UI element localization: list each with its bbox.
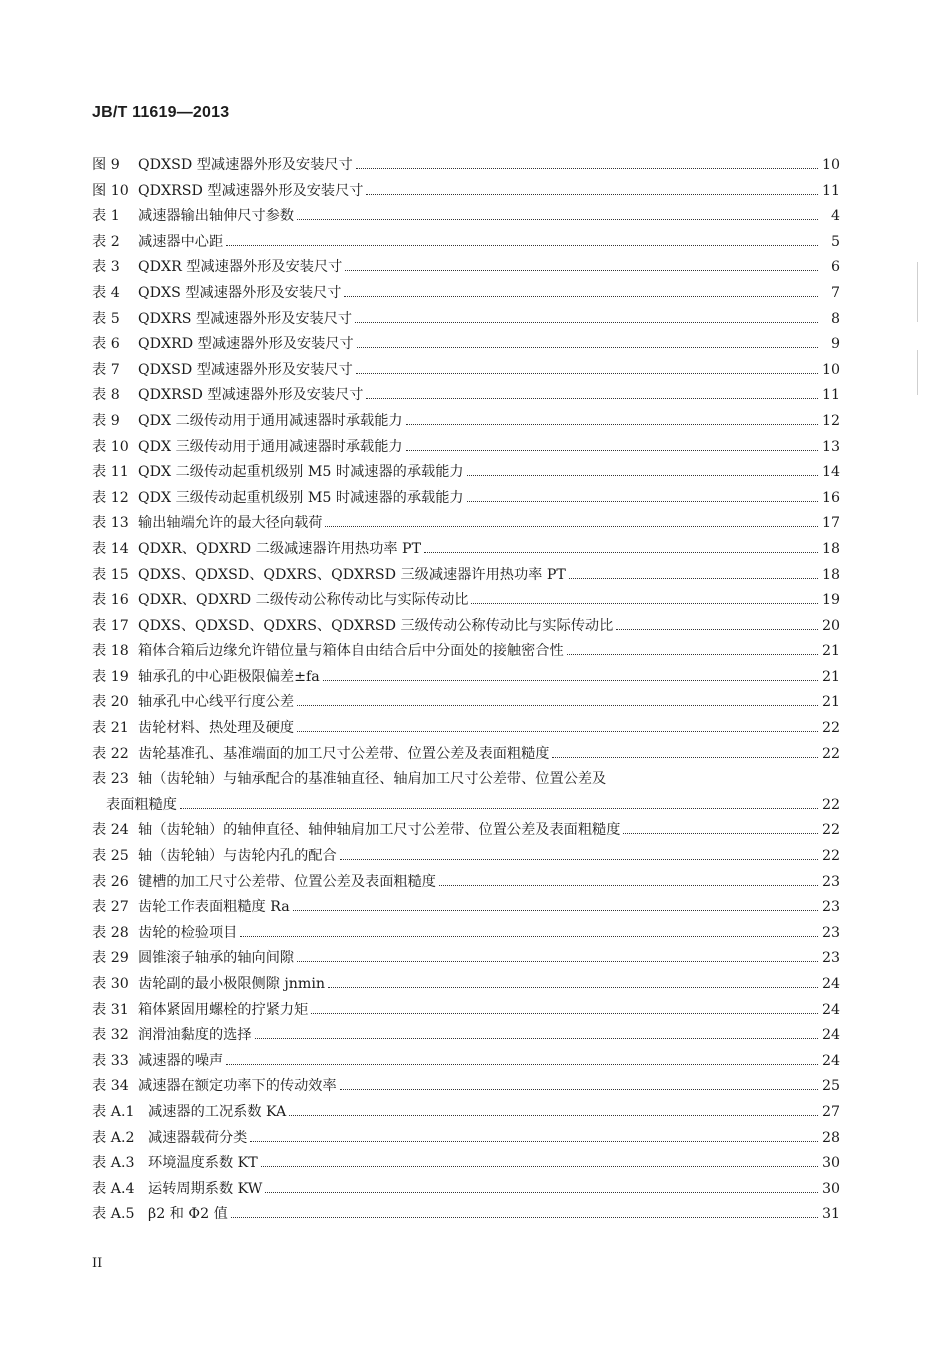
- toc-entry-label: 表 33: [92, 1052, 129, 1069]
- toc-entry[interactable]: [92, 538, 840, 564]
- dot-leader: [439, 885, 818, 886]
- dot-leader: [328, 987, 818, 988]
- toc-entry-page: 13: [821, 438, 840, 455]
- toc-entry[interactable]: [92, 896, 840, 922]
- toc-entry-page: 9: [830, 336, 840, 353]
- dot-leader: [406, 450, 818, 451]
- toc-entry-page: 18: [821, 540, 840, 557]
- dot-leader: [180, 808, 818, 809]
- toc-entry-label: 表 16: [92, 592, 129, 609]
- toc-entry-label: 表 2: [92, 233, 120, 250]
- toc-entry[interactable]: [92, 999, 840, 1025]
- toc-entry[interactable]: [92, 768, 840, 794]
- toc-entry-title: 轴（齿轮轴）与齿轮内孔的配合: [138, 848, 337, 865]
- table-of-contents: [92, 154, 840, 1229]
- toc-entry[interactable]: [92, 871, 840, 897]
- toc-entry-page: 23: [821, 950, 840, 967]
- dot-leader: [552, 757, 818, 758]
- toc-entry[interactable]: [92, 333, 840, 359]
- toc-entry[interactable]: [92, 589, 840, 615]
- toc-entry-title: 齿轮副的最小极限侧隙 jnmin: [138, 976, 326, 992]
- toc-entry-title: 输出轴端允许的最大径向载荷: [138, 515, 323, 532]
- dot-leader: [261, 1166, 818, 1167]
- toc-entry[interactable]: [92, 256, 840, 282]
- dot-leader: [623, 833, 818, 834]
- toc-entry-title: 环境温度系数 KT: [148, 1155, 258, 1172]
- dot-leader: [250, 1141, 818, 1142]
- toc-entry-page: 7: [830, 284, 840, 301]
- toc-entry-title: 减速器在额定功率下的传动效率: [138, 1078, 337, 1095]
- toc-entry[interactable]: [92, 819, 840, 845]
- toc-entry[interactable]: [92, 231, 840, 257]
- toc-entry-page: 5: [830, 233, 840, 250]
- toc-entry-title: QDXRSD 型减速器外形及安装尺寸: [138, 387, 364, 404]
- dot-leader: [340, 859, 818, 860]
- dot-leader: [569, 578, 818, 579]
- toc-entry[interactable]: [92, 1075, 840, 1101]
- toc-entry-label: 表 21: [92, 720, 129, 737]
- toc-entry-page: 21: [821, 668, 840, 685]
- toc-entry-title: 轴承孔中心线平行度公差: [138, 694, 295, 711]
- toc-entry-page: 24: [821, 1052, 840, 1069]
- toc-entry-label: 表 7: [92, 361, 120, 378]
- toc-entry-label: 表 20: [92, 694, 129, 711]
- toc-entry-label: 表 28: [92, 924, 129, 941]
- scan-mark: [917, 350, 918, 395]
- toc-entry[interactable]: [92, 615, 840, 641]
- toc-entry-page: 28: [821, 1129, 840, 1146]
- toc-entry-title: 齿轮工作表面粗糙度 Ra: [138, 899, 290, 916]
- toc-entry-label: 表 1: [92, 208, 120, 225]
- toc-entry-page: 30: [821, 1180, 840, 1197]
- toc-entry-label: 表 23: [92, 771, 129, 788]
- toc-entry-title: 减速器输出轴伸尺寸参数: [138, 208, 295, 225]
- toc-entry[interactable]: [92, 666, 840, 692]
- dot-leader: [311, 1013, 818, 1014]
- toc-entry-title: QDXS、QDXSD、QDXRS、QDXRSD 三级减速器许用热功率 PT: [138, 566, 566, 583]
- toc-entry[interactable]: [92, 154, 840, 180]
- dot-leader: [355, 322, 818, 323]
- toc-entry-page: 21: [821, 643, 840, 660]
- toc-entry-label: 表 4: [92, 284, 120, 301]
- dot-leader: [297, 705, 818, 706]
- dot-leader: [366, 194, 818, 195]
- toc-entry-title: QDXSD 型减速器外形及安装尺寸: [138, 361, 353, 378]
- toc-entry-label: 表 26: [92, 873, 129, 890]
- toc-entry-page: 16: [821, 489, 840, 506]
- dot-leader: [467, 475, 818, 476]
- document-code: JB/T 11619—2013: [92, 104, 230, 121]
- dot-leader: [345, 270, 818, 271]
- toc-entry[interactable]: [92, 512, 840, 538]
- dot-leader: [467, 501, 818, 502]
- toc-entry-title: 减速器中心距: [138, 233, 224, 250]
- page-number: II: [92, 1256, 103, 1271]
- toc-entry-title: QDXR 型减速器外形及安装尺寸: [138, 259, 343, 276]
- dot-leader: [366, 398, 818, 399]
- toc-entry-page: 12: [821, 412, 840, 429]
- toc-entry-label: 表 10: [92, 438, 129, 455]
- toc-entry[interactable]: [92, 1101, 840, 1127]
- toc-entry-page: 23: [821, 924, 840, 941]
- toc-entry[interactable]: [92, 359, 840, 385]
- toc-entry[interactable]: [92, 845, 840, 871]
- toc-entry-label: 表 6: [92, 336, 120, 353]
- toc-entry-title-continued: 表面粗糙度: [106, 796, 177, 813]
- toc-entry-title: QDX 二级传动起重机级别 M5 时减速器的承载能力: [138, 464, 464, 481]
- toc-entry-label: 表 11: [92, 464, 129, 481]
- toc-entry-page: 10: [821, 157, 840, 173]
- toc-entry-label: 表 22: [92, 745, 129, 762]
- toc-entry-label: 表 A.4: [92, 1180, 135, 1197]
- toc-entry-page: 22: [821, 745, 840, 762]
- toc-entry[interactable]: [92, 436, 840, 462]
- dot-leader: [323, 680, 818, 681]
- toc-entry-label: 表 8: [92, 387, 120, 404]
- toc-entry-title: QDXRS 型减速器外形及安装尺寸: [138, 310, 353, 327]
- dot-leader: [356, 373, 818, 374]
- toc-entry-title: 减速器的工况系数 KA: [148, 1103, 287, 1120]
- toc-entry-page: 18: [821, 566, 840, 583]
- toc-entry-title: QDXSD 型减速器外形及安装尺寸: [138, 157, 353, 173]
- dot-leader: [325, 526, 818, 527]
- toc-entry-label: 表 34: [92, 1078, 129, 1095]
- dot-leader: [616, 629, 818, 630]
- toc-entry[interactable]: [92, 973, 840, 999]
- toc-entry-label: 表 9: [92, 412, 120, 429]
- toc-entry[interactable]: [92, 461, 840, 487]
- toc-entry-title: QDXRD 型减速器外形及安装尺寸: [138, 336, 354, 353]
- dot-leader: [297, 219, 818, 220]
- toc-entry-title: 轴（齿轮轴）的轴伸直径、轴伸轴肩加工尺寸公差带、位置公差及表面粗糙度: [138, 822, 621, 839]
- dot-leader: [297, 961, 818, 962]
- toc-entry-title: QDXRSD 型减速器外形及安装尺寸: [138, 182, 364, 199]
- toc-entry-label: 表 29: [92, 950, 129, 967]
- toc-entry-title: 键槽的加工尺寸公差带、位置公差及表面粗糙度: [138, 873, 436, 890]
- toc-entry-label: 表 5: [92, 310, 120, 327]
- toc-entry-page: 25: [821, 1078, 840, 1095]
- toc-entry-title: 减速器载荷分类: [148, 1129, 248, 1146]
- toc-entry-page: 21: [821, 694, 840, 711]
- toc-entry-page: 17: [821, 515, 840, 532]
- toc-entry-page: 11: [821, 387, 840, 404]
- toc-entry-label: 表 A.2: [92, 1129, 135, 1146]
- toc-entry-title: QDXS 型减速器外形及安装尺寸: [138, 284, 342, 301]
- toc-entry-label: 表 25: [92, 848, 129, 865]
- toc-entry[interactable]: [92, 1178, 840, 1204]
- toc-entry-page: 24: [821, 1027, 840, 1044]
- toc-entry[interactable]: [92, 1203, 840, 1229]
- dot-leader: [424, 552, 818, 553]
- toc-entry-label: 表 12: [92, 489, 129, 506]
- toc-entry[interactable]: [92, 1127, 840, 1153]
- toc-entry[interactable]: [92, 180, 840, 206]
- toc-entry-page: 4: [830, 208, 840, 225]
- toc-entry-title: 减速器的噪声: [138, 1052, 224, 1069]
- toc-entry-page: 24: [821, 976, 840, 992]
- toc-entry-page: 8: [830, 310, 840, 327]
- toc-entry-page: 22: [821, 720, 840, 737]
- toc-entry-title: QDX 三级传动起重机级别 M5 时减速器的承载能力: [138, 489, 464, 506]
- toc-entry-page: 20: [821, 617, 840, 634]
- toc-entry-label: 表 15: [92, 566, 129, 583]
- dot-leader: [289, 1115, 818, 1116]
- toc-entry[interactable]: [92, 282, 840, 308]
- toc-entry-continuation[interactable]: [92, 794, 840, 820]
- toc-entry[interactable]: [92, 308, 840, 334]
- toc-entry-label: 表 24: [92, 822, 129, 839]
- toc-entry-page: 10: [821, 361, 840, 378]
- dot-leader: [265, 1192, 818, 1193]
- toc-entry-page: 23: [821, 873, 840, 890]
- toc-entry-label: 表 31: [92, 1001, 129, 1018]
- toc-entry[interactable]: [92, 640, 840, 666]
- toc-entry-title: QDXR、QDXRD 二级减速器许用热功率 PT: [138, 540, 422, 557]
- toc-entry[interactable]: [92, 922, 840, 948]
- toc-entry-title: 齿轮材料、热处理及硬度: [138, 720, 295, 737]
- toc-entry-title: QDXS、QDXSD、QDXRS、QDXRSD 三级传动公称传动比与实际传动比: [138, 617, 614, 634]
- toc-entry-title: 箱体合箱后边缘允许错位量与箱体自由结合后中分面处的接触密合性: [138, 643, 564, 660]
- toc-entry[interactable]: [92, 1050, 840, 1076]
- toc-entry-label: 表 27: [92, 899, 129, 916]
- toc-entry-page: 23: [821, 899, 840, 916]
- toc-entry-label: 图 10: [92, 182, 129, 199]
- toc-entry-title: 运转周期系数 KW: [148, 1180, 263, 1197]
- dot-leader: [344, 296, 818, 297]
- toc-entry-page: 22: [821, 822, 840, 839]
- toc-entry[interactable]: [92, 1152, 840, 1178]
- toc-entry[interactable]: [92, 1024, 840, 1050]
- toc-entry-title: QDX 三级传动用于通用减速器时承载能力: [138, 438, 403, 455]
- toc-entry[interactable]: [92, 947, 840, 973]
- dot-leader: [231, 1217, 818, 1218]
- dot-leader: [240, 936, 818, 937]
- toc-entry-title: 圆锥滚子轴承的轴向间隙: [138, 950, 295, 967]
- dot-leader: [406, 424, 818, 425]
- toc-entry-label: 表 14: [92, 540, 129, 557]
- toc-entry[interactable]: [92, 691, 840, 717]
- toc-entry-label: 表 A.3: [92, 1155, 135, 1172]
- dot-leader: [471, 603, 818, 604]
- toc-entry-title: 箱体紧固用螺栓的拧紧力矩: [138, 1001, 309, 1018]
- toc-entry-label: 表 32: [92, 1027, 129, 1044]
- toc-entry-title: 齿轮基准孔、基准端面的加工尺寸公差带、位置公差及表面粗糙度: [138, 745, 550, 762]
- toc-entry-title: QDX 二级传动用于通用减速器时承载能力: [138, 412, 403, 429]
- toc-entry-label: 图 9: [92, 157, 120, 173]
- toc-entry-page: 19: [821, 592, 840, 609]
- scan-mark: [917, 262, 918, 322]
- dot-leader: [356, 168, 818, 169]
- toc-entry-title: 齿轮的检验项目: [138, 924, 238, 941]
- toc-entry-page: 22: [821, 796, 840, 813]
- dot-leader: [297, 731, 818, 732]
- toc-entry-label: 表 13: [92, 515, 129, 532]
- toc-entry-page: 14: [821, 464, 840, 481]
- toc-entry[interactable]: [92, 564, 840, 590]
- toc-entry[interactable]: [92, 717, 840, 743]
- toc-entry-page: 22: [821, 848, 840, 865]
- dot-leader: [567, 654, 818, 655]
- toc-entry[interactable]: [92, 410, 840, 436]
- toc-entry-page: 24: [821, 1001, 840, 1018]
- toc-entry-page: 31: [821, 1206, 840, 1223]
- toc-entry-page: 30: [821, 1155, 840, 1172]
- toc-entry[interactable]: [92, 743, 840, 769]
- dot-leader: [293, 910, 818, 911]
- toc-entry-label: 表 A.1: [92, 1103, 135, 1120]
- toc-entry-page: 11: [821, 182, 840, 199]
- dot-leader: [255, 1038, 818, 1039]
- toc-entry-title: 润滑油黏度的选择: [138, 1027, 252, 1044]
- toc-entry[interactable]: [92, 487, 840, 513]
- dot-leader: [340, 1089, 818, 1090]
- toc-entry[interactable]: [92, 384, 840, 410]
- dot-leader: [226, 245, 818, 246]
- toc-entry-title: QDXR、QDXRD 二级传动公称传动比与实际传动比: [138, 592, 469, 609]
- dot-leader: [226, 1064, 818, 1065]
- toc-entry-title: 轴（齿轮轴）与轴承配合的基准轴直径、轴肩加工尺寸公差带、位置公差及: [138, 771, 607, 788]
- toc-entry-title: 轴承孔的中心距极限偏差±fa: [138, 668, 320, 685]
- toc-entry-label: 表 A.5: [92, 1206, 135, 1223]
- toc-entry-label: 表 18: [92, 643, 129, 660]
- toc-entry[interactable]: [92, 205, 840, 231]
- toc-entry-page: 27: [821, 1103, 840, 1120]
- dot-leader: [357, 347, 818, 348]
- toc-entry-label: 表 30: [92, 976, 129, 992]
- toc-entry-label: 表 17: [92, 617, 129, 634]
- toc-entry-label: 表 3: [92, 259, 120, 276]
- toc-entry-title: β2 和 Φ2 值: [148, 1206, 228, 1223]
- toc-entry-page: 6: [830, 259, 840, 276]
- toc-entry-label: 表 19: [92, 668, 129, 685]
